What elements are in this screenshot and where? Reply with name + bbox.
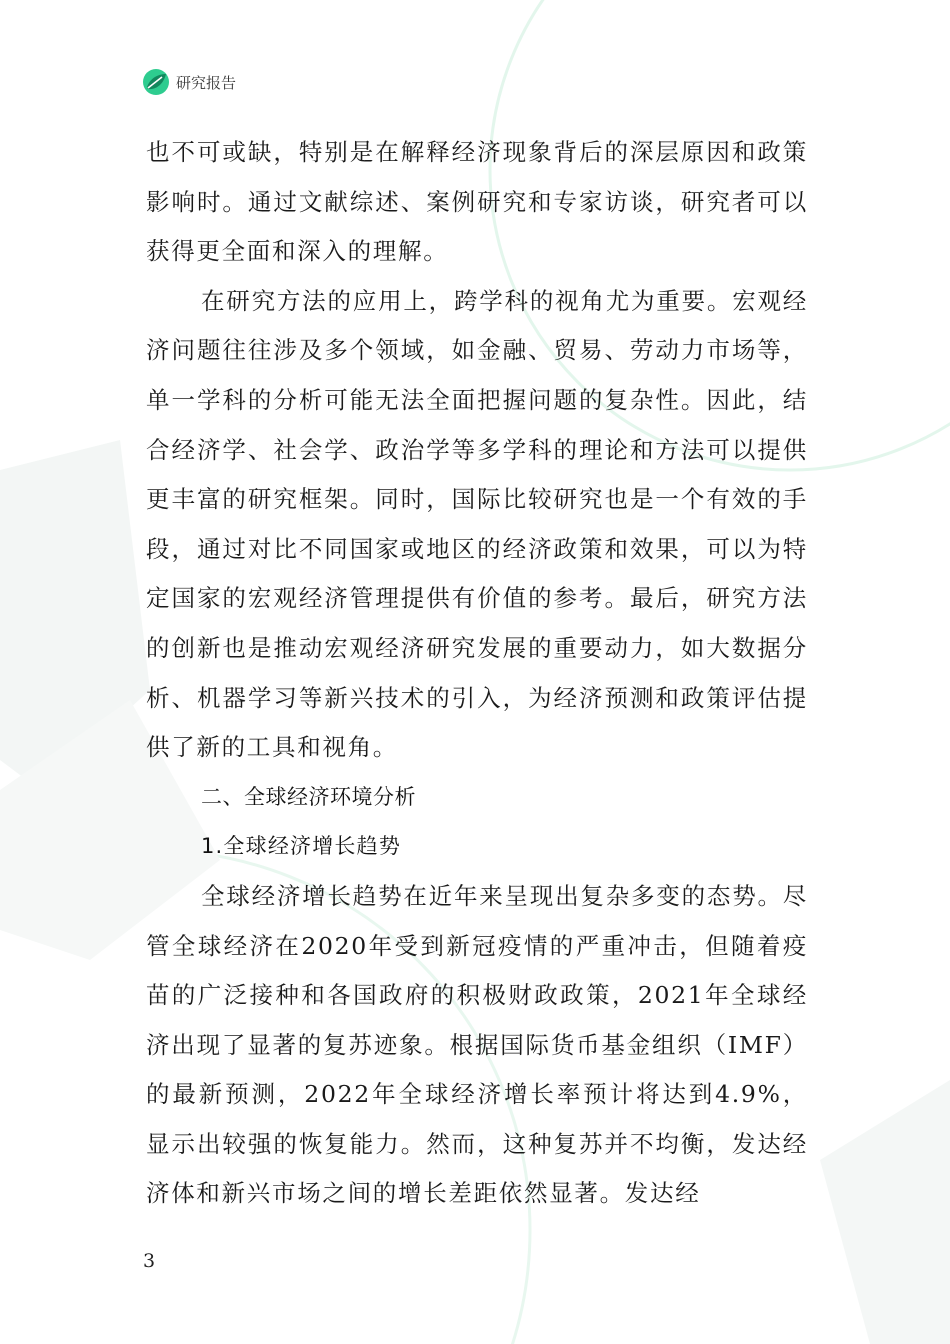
report-header xyxy=(142,66,236,98)
page-number: 3 xyxy=(143,1250,156,1272)
paragraph-global-growth: 全球经济增长趋势在近年来呈现出复杂多变的态势。尽管全球经济在2020年受到新冠疫情的严重冲击，但随着疫苗的广泛接种和各国政府的积极财政政策，2021年全球经济出现了显著的复苏迹象。根据国际货币基金组织（IMF）的最新预测，2022年全球经济增长率预计将达到4.9%，显示出较强的恢复能力。然而，这种复苏并不均衡，发达经济体和新兴市场之间的增长差距依然显著。发达经 xyxy=(146,881,808,1208)
paragraph-research-methods: 也不可或缺，特别是在解释经济现象背后的深层原因和政策影响时。通过文献综述、案例研究和专家访谈，研究者可以获得更全面和深入的理解。 xyxy=(146,138,808,266)
document-body xyxy=(146,128,808,1219)
subsection-heading: 1.全球经济增长趋势 xyxy=(201,834,402,859)
leaf-logo-icon xyxy=(142,68,170,96)
paragraph-interdisciplinary: 在研究方法的应用上，跨学科的视角尤为重要。宏观经济问题往往涉及多个领域，如金融、贸易、劳动力市场等，单一学科的分析可能无法全面把握问题的复杂性。因此，结合经济学、社会学、政治学等多学科的理论和方法可以提供更丰富的研究框架。同时，国际比较研究也是一个有效的手段，通过对比不同国家或地区的经济政策和效果，可以为特定国家的宏观经济管理提供有价值的参考。最后，研究方法的创新也是推动宏观经济研究发展的重要动力，如大数据分析、机器学习等新兴技术的引入，为经济预测和政策评估提供了新的工具和视角。 xyxy=(146,286,808,762)
header-title: 研究报告 xyxy=(176,73,237,92)
section-heading: 二、全球经济环境分析 xyxy=(201,784,416,809)
